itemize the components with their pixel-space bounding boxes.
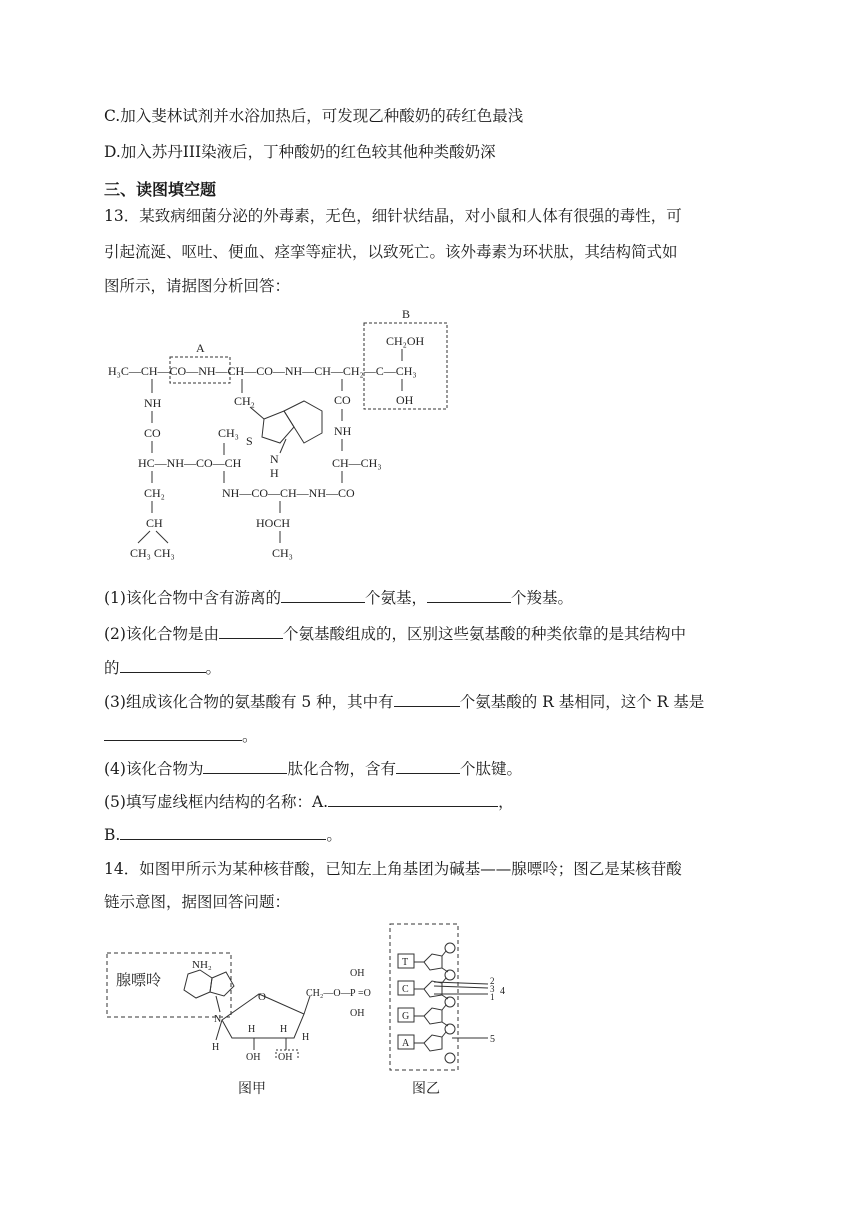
q1-text-a: (1)该化合物中含有游离的 xyxy=(104,589,281,607)
phosphate-circle xyxy=(445,1024,455,1034)
phosphate-circle xyxy=(445,997,455,1007)
answer-blank[interactable] xyxy=(281,588,365,603)
h-left: H xyxy=(212,1042,220,1053)
label-a: A xyxy=(196,341,205,355)
q1-text-b: 个氨基， xyxy=(364,589,427,607)
n-label: N xyxy=(214,1014,222,1025)
answer-blank[interactable] xyxy=(120,825,326,840)
ch2-left: CH₂ xyxy=(144,486,165,500)
q4-text-a: (4)该化合物为 xyxy=(104,760,204,778)
q13-stem-line1: 13．某致病细菌分泌的外毒素，无色，细针状结晶，对小鼠和人体有很强的毒性，可 xyxy=(104,207,682,225)
q2-text-c: 的 xyxy=(104,659,120,677)
q2-text-d: 。 xyxy=(205,659,222,677)
q4-text-c: 个肽键。 xyxy=(459,760,522,778)
q5-text-b: ， xyxy=(498,793,514,811)
base-letter-C: C xyxy=(402,984,409,995)
answer-blank[interactable] xyxy=(394,692,460,707)
label-1: 1 xyxy=(490,992,495,1002)
oh-right: OH xyxy=(278,1052,293,1060)
q13-stem-line2: 引起流涎、呕吐、便血、痉挛等症状，以致死亡。该外毒素为环状肽，其结构简式如 xyxy=(104,243,678,261)
sugar-ring xyxy=(424,954,442,970)
sugar-ring xyxy=(424,1035,442,1051)
row3-left: HC—NH—CO—CH xyxy=(138,456,242,470)
hoch: HOCH xyxy=(256,516,291,530)
b-top: CH₂OH xyxy=(386,334,425,348)
label-b: B xyxy=(402,307,411,321)
nh-left: NH xyxy=(144,396,162,410)
answer-blank[interactable] xyxy=(328,792,498,807)
cyclic-peptide-figure xyxy=(104,305,464,567)
ch3-bottom: CH₃ xyxy=(272,546,293,560)
base-name: 腺嘌呤 xyxy=(116,973,162,989)
q13-sub3-cont xyxy=(104,724,258,746)
oh-left: OH xyxy=(246,1052,261,1060)
nh-ring: N xyxy=(270,452,279,466)
answer-blank[interactable] xyxy=(427,588,511,603)
base-letter-A: A xyxy=(402,1038,410,1049)
sugar-ring xyxy=(424,1008,442,1024)
q13-sub2 xyxy=(104,622,686,644)
h-mid1: H xyxy=(248,1024,256,1035)
h-ring: H xyxy=(270,466,279,480)
ch3-pair: CH₃ CH₃ xyxy=(130,546,175,560)
q2-text-b: 个氨基酸组成的，区别这些氨基酸的种类依靠的是其结构中 xyxy=(282,625,686,643)
ch2o-label: CH₂—O— xyxy=(306,988,351,999)
phosphate-circle xyxy=(445,970,455,980)
q3-text-b: 个氨基酸的 R 基相同，这个 R 基是 xyxy=(459,693,705,711)
q5-text-c: B. xyxy=(104,826,121,844)
s-label: S xyxy=(246,434,253,448)
h-right: H xyxy=(302,1032,310,1043)
ch3-mid: CH₃ xyxy=(218,426,239,440)
q3-text-a: (3)组成该化合物的氨基酸有 5 种，其中有 xyxy=(104,693,394,711)
nh-right: NH xyxy=(334,424,352,438)
base-letter-T: T xyxy=(402,957,409,968)
q13-sub3 xyxy=(104,690,704,712)
answer-blank[interactable] xyxy=(219,624,283,639)
q14-stem-line2: 链示意图，据图回答问题： xyxy=(104,893,291,911)
co-left: CO xyxy=(144,426,161,440)
q5-text-a: (5)填写虚线框内结构的名称：A. xyxy=(104,793,329,811)
q2-text-a: (2)该化合物是由 xyxy=(104,625,219,643)
peptide-row1: H₃C—CH—CO—NH—CH—CO—NH—CH—CH₂—C—CH₃ xyxy=(108,364,417,378)
q13-stem-line3: 图所示，请据图分析回答： xyxy=(104,277,291,295)
answer-blank[interactable] xyxy=(203,759,287,774)
answer-blank[interactable] xyxy=(396,759,460,774)
q13-sub5-cont xyxy=(104,823,342,845)
row3-right: CH—CH₃ xyxy=(332,456,382,470)
ch2-mid: CH₂ xyxy=(234,394,255,408)
option-d: D.加入苏丹III染液后，丁种酸奶的红色较其他种类酸奶深 xyxy=(104,143,496,161)
oh-bottom: OH xyxy=(350,1008,365,1019)
nucleotide-figure-jia xyxy=(104,940,394,1060)
ring-o: O xyxy=(258,991,266,1003)
phosphate-circle xyxy=(445,1053,455,1063)
nh2-label: NH₂ xyxy=(192,959,212,971)
caption-jia: 图甲 xyxy=(238,1081,266,1097)
label-3: 3 xyxy=(490,984,495,994)
q5-text-d: 。 xyxy=(326,826,342,844)
phosphate-circle xyxy=(445,943,455,953)
q13-sub5 xyxy=(104,790,514,812)
q14-stem-line1: 14．如图甲所示为某种核苷酸，已知左上角基团为碱基——腺嘌呤；图乙是某核苷酸 xyxy=(104,860,682,878)
p-label: P xyxy=(350,988,356,999)
nucleotide-chain-figure-yi xyxy=(388,922,508,1072)
q4-text-b: 肽化合物，含有 xyxy=(287,760,396,778)
section-heading: 三、读图填空题 xyxy=(104,180,217,199)
oh-top: OH xyxy=(350,968,365,979)
o-double: =O xyxy=(358,988,371,999)
caption-yi: 图乙 xyxy=(412,1081,440,1097)
label-4: 4 xyxy=(500,986,505,997)
label-2: 2 xyxy=(490,976,495,986)
co-right: CO xyxy=(334,393,351,407)
h-mid2: H xyxy=(280,1024,288,1035)
b-bottom: OH xyxy=(396,393,414,407)
q3-text-c: 。 xyxy=(242,727,258,745)
sugar-ring xyxy=(424,981,442,997)
row4: NH—CO—CH—NH—CO xyxy=(222,486,355,500)
q13-sub4 xyxy=(104,757,522,779)
q1-text-c: 个羧基。 xyxy=(510,589,573,607)
option-c: C.加入斐林试剂并水浴加热后，可发现乙种酸奶的砖红色最浅 xyxy=(104,107,524,125)
answer-blank[interactable] xyxy=(120,658,206,673)
base-letter-G: G xyxy=(402,1011,410,1022)
q13-sub2-cont xyxy=(104,656,221,678)
label-5: 5 xyxy=(490,1034,495,1045)
q13-sub1 xyxy=(104,586,573,608)
answer-blank[interactable] xyxy=(104,726,242,741)
ch-left: CH xyxy=(146,516,163,530)
